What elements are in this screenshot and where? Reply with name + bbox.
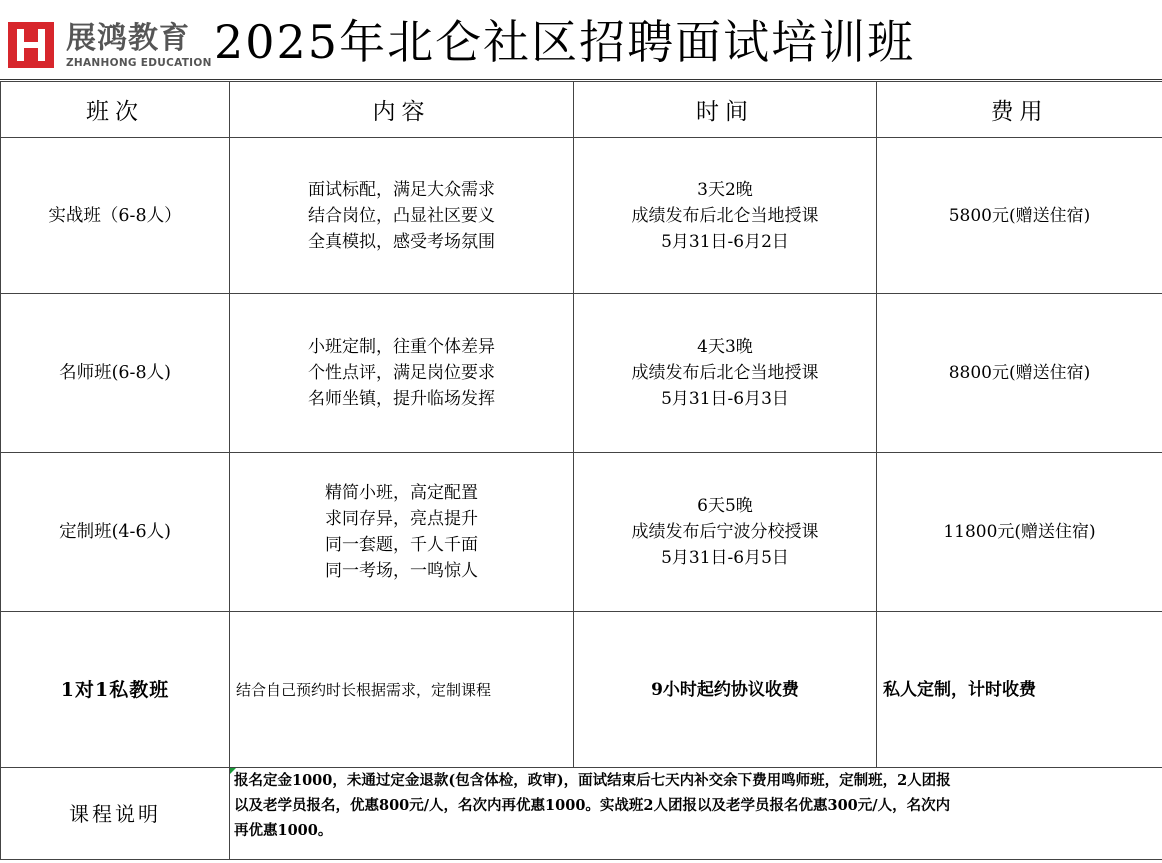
class-time bbox=[574, 138, 877, 294]
table-row bbox=[1, 138, 1162, 294]
content-line: 求同存异，亮点提升 bbox=[325, 509, 478, 529]
class-content bbox=[230, 612, 574, 768]
header-content: 内容 bbox=[230, 82, 574, 138]
time-line: 6天5晚 bbox=[697, 496, 753, 516]
table-row bbox=[1, 612, 1162, 768]
content-line: 结合岗位，凸显社区要义 bbox=[308, 205, 495, 226]
table-row bbox=[1, 294, 1162, 453]
logo-chinese-text: 展鸿教育 bbox=[66, 21, 190, 56]
class-fee: 11800元(赠送住宿) bbox=[877, 453, 1162, 612]
class-time bbox=[574, 453, 877, 612]
header-class: 班次 bbox=[1, 82, 230, 138]
content-line: 个性点评，满足岗位要求 bbox=[308, 363, 495, 383]
content-line: 同一考场，一鸣惊人 bbox=[325, 561, 478, 581]
content-line: 同一套题，千人千面 bbox=[325, 535, 478, 555]
header-fee: 费用 bbox=[877, 82, 1162, 138]
time-line: 5月31日-6月5日 bbox=[661, 548, 789, 568]
page-title: 2025年北仑社区招聘面试培训班 bbox=[214, 15, 916, 69]
notes-line: 以及老学员报名，优惠800元/人，名次内再优惠1000。实战班2人团报以及老学员报名优惠300元/人，名次内 bbox=[234, 797, 951, 814]
table-header-row bbox=[1, 82, 1162, 138]
time-line: 成绩发布后北仑当地授课 bbox=[631, 363, 819, 383]
class-fee: 5800元(赠送住宿) bbox=[877, 138, 1162, 294]
content-line: 精简小班，高定配置 bbox=[325, 483, 478, 503]
time-line: 5月31日-6月3日 bbox=[661, 389, 789, 409]
class-fee: 私人定制，计时收费 bbox=[877, 612, 1162, 768]
time-line: 5月31日-6月2日 bbox=[661, 231, 789, 252]
cell-comment-marker-icon bbox=[230, 768, 236, 774]
logo-english-text: ZHANHONG EDUCATION bbox=[66, 57, 212, 69]
content-line: 结合自己预约时长根据需求，定制课程 bbox=[236, 680, 492, 699]
notes-text bbox=[230, 768, 1162, 860]
content-line: 名师坐镇，提升临场发挥 bbox=[308, 389, 495, 409]
class-name: 1对1私教班 bbox=[1, 612, 230, 768]
class-content bbox=[230, 453, 574, 612]
content-line: 全真模拟，感受考场氛围 bbox=[308, 231, 495, 252]
notes-row bbox=[1, 768, 1162, 860]
header-time: 时间 bbox=[574, 82, 877, 138]
page-header bbox=[0, 0, 1162, 80]
class-time bbox=[574, 294, 877, 453]
time-line: 4天3晚 bbox=[697, 337, 753, 357]
time-line: 3天2晚 bbox=[697, 179, 753, 200]
class-name: 定制班(4-6人) bbox=[1, 453, 230, 612]
class-name: 名师班(6-8人) bbox=[1, 294, 230, 453]
notes-line: 报名定金1000，未通过定金退款(包含体检，政审)，面试结束后七天内补交余下费用鸣师班，定制班，2人团报 bbox=[234, 772, 951, 789]
class-name: 实战班（6-8人） bbox=[1, 138, 230, 294]
content-line: 小班定制，往重个体差异 bbox=[308, 337, 495, 357]
course-table bbox=[0, 81, 1162, 860]
class-fee: 8800元(赠送住宿) bbox=[877, 294, 1162, 453]
time-line: 成绩发布后北仑当地授课 bbox=[631, 205, 819, 226]
class-content bbox=[230, 294, 574, 453]
class-content bbox=[230, 138, 574, 294]
time-line: 成绩发布后宁波分校授课 bbox=[631, 522, 819, 542]
content-line: 面试标配，满足大众需求 bbox=[308, 179, 495, 200]
class-time bbox=[574, 612, 877, 768]
zhanhong-logo-icon bbox=[8, 22, 54, 68]
time-line: 9小时起约协议收费 bbox=[651, 679, 799, 700]
notes-line: 再优惠1000。 bbox=[234, 822, 333, 839]
table-row bbox=[1, 453, 1162, 612]
notes-label: 课程说明 bbox=[1, 768, 230, 860]
